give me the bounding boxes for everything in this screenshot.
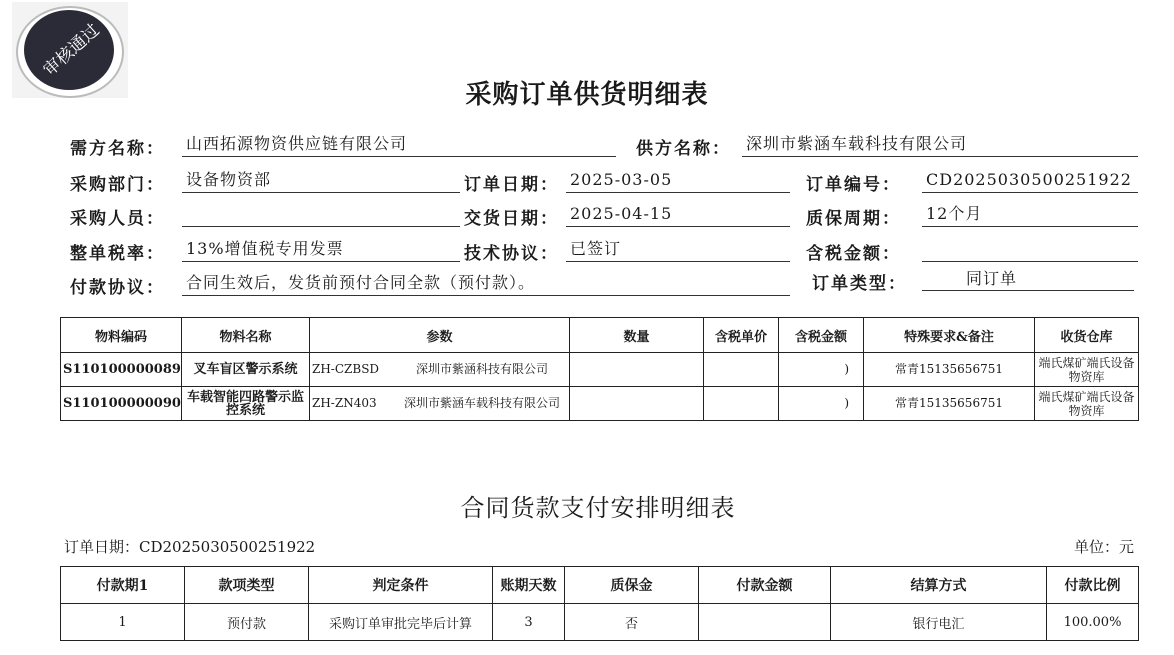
payment-type: 预付款	[185, 604, 309, 641]
unit-price	[704, 387, 779, 421]
payment-days: 3	[493, 604, 565, 641]
material-name: 叉车盲区警示系统	[182, 353, 310, 387]
header-cell: 付款金额	[699, 567, 831, 604]
order-type-value: 同订单	[922, 267, 1134, 291]
tax-amount-label: 含税金额：	[806, 244, 901, 264]
stamp-text: 审核通过	[39, 20, 104, 81]
order-date-value: 2025-03-05	[566, 168, 790, 193]
payment-ratio: 100.00%	[1047, 604, 1139, 641]
quantity	[570, 387, 704, 421]
demand-label: 需方名称：	[70, 139, 165, 159]
param-supplier: 深圳市紫涵科技有限公司	[415, 362, 548, 376]
material-name: 车载智能四路警示监控系统	[182, 387, 310, 421]
warehouse: 端氏煤矿端氏设备物资库	[1035, 387, 1139, 421]
header-cell: 付款期1	[61, 567, 185, 604]
quantity	[570, 353, 704, 387]
supplier-label: 供方名称：	[636, 139, 731, 159]
material-code: S110100000089	[61, 353, 182, 387]
param-supplier: 深圳市紫涵车载科技有限公司	[403, 396, 560, 410]
param-model: ZH-ZN403	[312, 396, 377, 410]
payment-header-row	[61, 567, 1139, 604]
amount: )	[779, 353, 864, 387]
table-row	[61, 604, 1139, 641]
payment-period: 1	[61, 604, 185, 641]
tech-value: 已签订	[566, 237, 790, 262]
payment-amount	[699, 604, 831, 641]
dept-label: 采购部门：	[70, 175, 165, 195]
order-date-label: 订单日期：	[464, 175, 559, 195]
param-cell	[310, 353, 570, 387]
header-cell: 款项类型	[185, 567, 309, 604]
tax-amount-value	[922, 237, 1138, 262]
header-cell: 数量	[570, 318, 704, 353]
header-cell: 判定条件	[309, 567, 493, 604]
material-code: S110100000090	[61, 387, 182, 421]
warehouse: 端氏煤矿端氏设备物资库	[1035, 353, 1139, 387]
unit-price	[704, 353, 779, 387]
payment-method: 银行电汇	[831, 604, 1047, 641]
header-cell: 结算方式	[831, 567, 1047, 604]
order-no-value: CD2025030500251922	[922, 168, 1138, 193]
amount: )	[779, 387, 864, 421]
document-title: 采购订单供货明细表	[465, 80, 709, 110]
remark: 常青15135656751	[864, 387, 1035, 421]
supplier-value: 深圳市紫涵车载科技有限公司	[742, 132, 1138, 157]
tech-label: 技术协议：	[464, 244, 559, 264]
header-cell: 物料名称	[182, 318, 310, 353]
demand-value: 山西拓源物资供应链有限公司	[182, 132, 616, 157]
warranty-value: 12个月	[922, 202, 1138, 227]
items-table	[60, 317, 1139, 421]
table-row	[61, 353, 1139, 387]
table-row	[61, 387, 1139, 421]
order-type-label: 订单类型：	[812, 274, 907, 294]
warranty-label: 质保周期：	[806, 209, 901, 229]
payment-order-date: 订单日期：CD2025030500251922	[64, 538, 316, 556]
payment-retention: 否	[565, 604, 699, 641]
delivery-label: 交货日期：	[464, 209, 559, 229]
items-header-row	[61, 318, 1139, 353]
header-cell: 含税单价	[704, 318, 779, 353]
header-cell: 付款比例	[1047, 567, 1139, 604]
payment-table	[60, 566, 1139, 641]
param-model: ZH-CZBSD	[312, 362, 380, 376]
payment-label: 付款协议：	[70, 278, 165, 298]
tax-rate-value: 13%增值税专用发票	[182, 237, 460, 262]
param-cell	[310, 387, 570, 421]
header-cell: 账期天数	[493, 567, 565, 604]
header-cell: 参数	[310, 318, 570, 353]
payment-condition: 采购订单审批完毕后计算	[309, 604, 493, 641]
payment-value: 合同生效后，发货前预付合同全款（预付款）。	[182, 271, 790, 296]
order-no-label: 订单编号：	[806, 175, 901, 195]
buyer-label: 采购人员：	[70, 209, 165, 229]
header-cell: 特殊要求&备注	[864, 318, 1035, 353]
remark: 常青15135656751	[864, 353, 1035, 387]
header-cell: 质保金	[565, 567, 699, 604]
header-cell: 收货仓库	[1035, 318, 1139, 353]
header-cell: 含税金额	[779, 318, 864, 353]
dept-value: 设备物资部	[182, 168, 460, 193]
unit-label: 单位：元	[1073, 538, 1134, 556]
tax-rate-label: 整单税率：	[70, 244, 165, 264]
header-cell: 物料编码	[61, 318, 182, 353]
payment-section-title: 合同货款支付安排明细表	[460, 494, 736, 522]
buyer-value	[182, 202, 460, 227]
delivery-value: 2025-04-15	[566, 202, 790, 227]
